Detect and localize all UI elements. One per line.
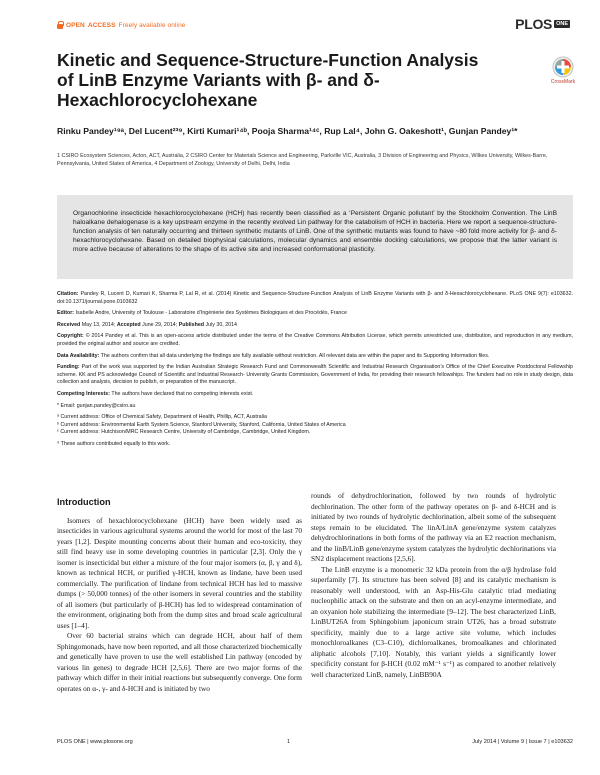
abstract-box	[57, 195, 573, 279]
data-availability-block	[57, 353, 573, 361]
editor-label: Editor:	[57, 310, 75, 317]
copyright-text: © 2014 Pandey et al. This is an open-access article distributed under the terms of the Creative Commons Attribution License, which permits unrestricted use, distribution, and reproduction in any medium, provided the original author and source are credited.	[57, 333, 573, 347]
open-lock-icon	[57, 21, 63, 29]
equal-contribution-note: ⁹ These authors contributed equally to this work.	[57, 440, 171, 447]
intro-paragraph-3: rounds of dehydrochlorination, followed by two rounds of hydrolytic dechlorination. The other form of the pathway operates on β- and δ-HCH and is initiated by two rounds of hydrolytic dechlorination, albeit some of the subsequent steps remain to be elucidated. The linA/LinA gene/enzyme system catalyzes dehydrochlorinations in both forms of the pathway via an E2 reaction mechanism, and the linB/LinB gene/enzyme system catalyzes the hydrolytic dechlorinations via SN2 displacement reactions [2,5,6].	[311, 491, 556, 563]
author-list: Rinku Pandey¹⁹ᵃ, Del Lucent²³⁹, Kirti Kumari¹⁴ᵇ, Pooja Sharma¹⁴ᶜ, Rup Lal⁴, John G. Oakeshott¹, Gunjan Pandey¹*	[57, 126, 518, 136]
funding-block	[57, 364, 573, 387]
article-metadata	[57, 291, 573, 453]
open-access-banner[interactable]	[57, 21, 186, 29]
access-label: ACCESS	[87, 21, 116, 29]
dates-block	[57, 322, 573, 330]
published-date: July 30, 2014	[205, 321, 237, 328]
intro-paragraph-1: Isomers of hexachlorocyclohexane (HCH) have been widely used as insecticides in various agricultural systems around the world for most of the last 70 years [1,2]. Despite mounting concerns about their human and eco-toxicity, they still find heavy use in some developing countries in particular [2,3]. Only the γ isomer is insecticidal but either a mixture of the four major isomers (α, β, γ and δ), known as technical HCH, or purified γ-HCH, known as lindane, have been used commercially. The purification of lindane from technical HCH has led to massive dumps (> 50,000 tonnes) of the other isomers in several countries and the stability of all isomers (but particularly of β-HCH) has led to widespread contamination of the environment, originating both from the dump sites and broad scale agricultural uses [1–4].	[57, 515, 302, 630]
accepted-label: Accepted	[116, 321, 141, 328]
right-column	[311, 491, 556, 680]
crossmark-badge[interactable]	[546, 56, 580, 85]
editor-block	[57, 310, 573, 318]
citation-text[interactable]: Pandey R, Lucent D, Kumari K, Sharma P, Lal R, et al. (2014) Kinetic and Sequence-Structure-Function Analysis of LinB Enzyme Variants with β- and δ-Hexachlorocyclohexane. PLoS ONE 9(7): e103632. doi:10.1371/journal.pone.0103632	[57, 291, 573, 305]
page-header	[0, 0, 600, 40]
email-line[interactable]: * Email: gunjan.pandey@csiro.au	[57, 402, 136, 409]
page-number: 1	[287, 739, 291, 745]
citation-label: Citation:	[57, 291, 79, 297]
citation-block	[57, 291, 573, 306]
published-label: Published	[178, 321, 204, 328]
data-availability-text: The authors confirm that all data underlying the findings are fully available without restriction. All relevant data are within the paper and its Supporting Information files.	[100, 352, 490, 359]
affiliations: 1 CSIRO Ecosystem Sciences, Acton, ACT, Australia, 2 CSIRO Center for Materials Science and Engineering, Parkville VIC, Australia, 3 Division of Engineering and Physics, Wilkes University, Wilkes-Barre, Pennsylvania, United States of America, 4 Department of Zoology, University of Delhi, Delhi, India	[57, 153, 548, 167]
intro-paragraph-4: The LinB enzyme is a monomeric 32 kDa protein from the α/β hydrolase fold superfamily [7]. Its structure has been solved [8] and its catalytic mechanism is reasonably well understood, with an Asp-His-Glu catalytic triad mediating nucleophilic attack on the substrate and then on an acyl-enzyme intermediate, and an oxyanion hole stabilizing the intermediate [9–12]. The best characterized LinB, LinBUT26A from Sphingobium japonicum strain UT26, has a broad substrate specificity, mainly due to a large active site volume, which includes monochloroalkanes (C3–C10), dichloroalkanes, bromoalkanes and chlorinated aliphatic alcohols [7,10]. Notably, this variant yields a significantly lower specificity constant for β-HCH (0.02 mM⁻¹ s⁻¹) as compared to another relatively well characterized LinB, namely, LinBB90A	[311, 564, 556, 679]
intro-paragraph-2: Over 60 bacterial strains which can degrade HCH, about half of them Sphingomonads, have now been reported, and all those characterized biochemically and genetically have proven to use the well established Lin pathway (encoded by various lin genes) to degrade HCH [2,5,6]. There are two major forms of the pathway which differ in their initial reactions but subsequently converge. One form operates on α-, γ- and δ-HCH and is initiated by two	[57, 631, 302, 693]
issue-info: July 2014 | Volume 9 | Issue 7 | e103632	[472, 739, 573, 745]
one-logo-text: ONE	[556, 21, 568, 27]
competing-interests-block	[57, 391, 573, 399]
current-address-a: ᵃ Current address: Office of Chemical Safety, Department of Health, Phillip, ACT, Australia	[57, 414, 267, 421]
article-title: Kinetic and Sequence-Structure-Function Analysis of LinB Enzyme Variants with β- and δ-Hexachlorocyclohexane	[57, 50, 479, 110]
funding-text: Part of the work was supported by the Indian Australian Strategic Research Fund and Commonwealth Scientific and Industrial Research Organisation’s Office of the Chief Executive Postdoctoral Fellowship scheme. KK and PS acknowledge Council of Scientific and Industrial Research- University Grants Commission, Government of India, for providing their research fellowships. The funders had no role in study design, data collection and analysis, decision to publish, or preparation of the manuscript.	[57, 364, 573, 386]
copyright-label: Copyright:	[57, 333, 84, 340]
crossmark-icon	[552, 56, 574, 78]
journal-website[interactable]: PLOS ONE | www.plosone.org	[57, 739, 133, 745]
received-label: Received	[57, 321, 81, 328]
funding-label: Funding:	[57, 364, 80, 371]
introduction-heading: Introduction	[57, 497, 111, 507]
freely-available-label: Freely available online	[118, 21, 186, 29]
abstract-text: Organochlorine insecticide hexachlorocyclohexane (HCH) has recently been classified as a ‘Persistent Organic pollutant’ by the Stockholm Convention. The LinB haloalkane dehalogenase is a key upstream enzyme in the recently evolved Lin pathway for the catabolism of HCH in bacteria. Here we report a sequence-structure-function analysis of ten naturally occurring and thirteen synthetic mutants of LinB. One of the synthetic mutants was found to have ~80 fold more activity for β- and δ-hexachlorocyclohexane. Based on detailed biophysical calculations, molecular dynamics and ensemble docking calculations, we propose that the latter variant is more active because of alterations to the shape of its active site and increased conformational plasticity.	[73, 210, 557, 254]
received-date: May 13, 2014;	[81, 321, 116, 328]
crossmark-label: CrossMark	[550, 79, 576, 85]
data-availability-label: Data Availability:	[57, 352, 100, 359]
plos-one-logo[interactable]	[515, 16, 570, 32]
current-address-b: ᵇ Current address: Environmental Earth System Science, Stanford University, Stanford, California, United States of America	[57, 421, 346, 428]
accepted-date: June 29, 2014;	[142, 321, 178, 328]
plos-logo-text: PLOS	[515, 16, 553, 32]
copyright-block	[57, 333, 573, 348]
open-label: OPEN	[66, 21, 85, 29]
competing-interests-label: Competing Interests:	[57, 390, 110, 397]
editor-text: Isabelle Andre, University of Toulouse - Laboratoire d’Ingénierie des Systèmes Biologiques et des Procédés, France	[75, 310, 347, 317]
current-address-c: ᶜ Current address: Hutchison/MRC Research Centre, University of Cambridge, Cambridge, United Kingdom.	[57, 429, 311, 436]
left-column	[57, 497, 302, 694]
competing-interests-text: The authors have declared that no competing interests exist.	[111, 390, 254, 397]
